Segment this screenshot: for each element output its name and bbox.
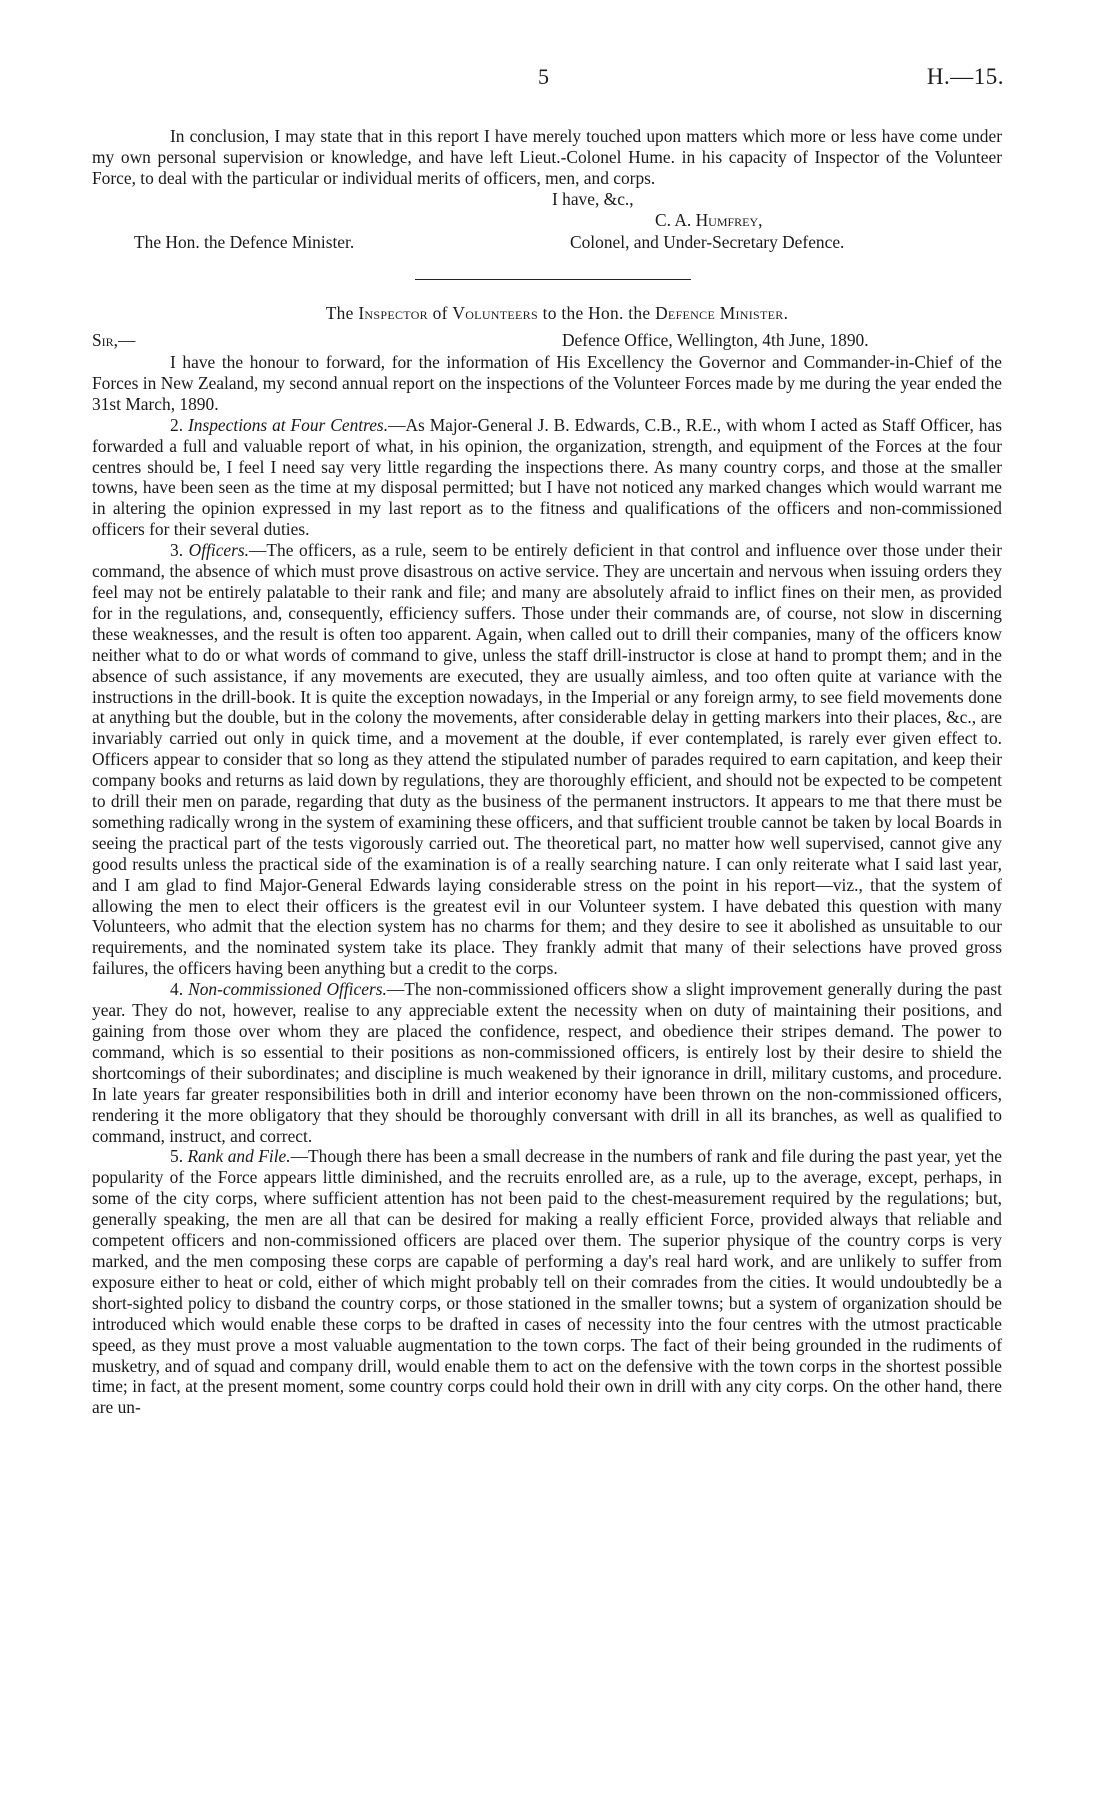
section-inspections: 2. Inspections at Four Centres.—As Major-General J. B. Edwards, C.B., R.E., with whom I acted as Staff Officer, has forwarded a full and valuable report of what, in his opinion, the organization, strength, and equipment of the Forces at the four centres should be, I feel I need say very little regarding the inspections there. As many country corps, and those at the smaller towns, have been seen as the time at my disposal permitted; but I have not noticed any marked changes which would warrant me in altering the opinion expressed in my last report as to the fitness and qualifications of the officers and non-commissioned officers for their several duties. [92,414,1002,540]
signature-name-row [92,210,1002,231]
letter-heading: The Inspector of Volunteers to the Hon. the Defence Minister. [325,303,789,323]
section-title: Rank and File. [187,1146,291,1167]
salutation: Sir,— [92,330,136,350]
letter-body [92,352,1002,1418]
section-title: Officers. [188,540,250,561]
section-officers: 3. Officers.—The officers, as a rule, seem to be entirely deficient in that control and influence over those under their command, the absence of which must prove disastrous on active service. They are uncertain and nervous when issuing orders they feel may not be entirely palatable to their rank and file; and many are absolutely afraid to inflict fines on their men, as provided for in the regulations, and, consequently, efficiency suffers. Those under their commands are, of course, not slow in discerning these weaknesses, and the result is often too apparent. Again, when called out to drill their companies, many of the officers know neither what to do or what words of command to give, unless the staff drill-instructor is close at hand to prompt them; and in the absence of such assistance, if any movements are executed, they are usually aimless, and too often quite at variance with the instructions in the drill-book. It is quite the exception nowadays, in the Imperial or any foreign army, to see field movements done at anything but the double, but in the colony the movements, after considerable delay in getting markers into their places, &c., are invariably carried out only in quick time, and a movement at the double, if ever contemplated, is rarely ever given effect to. Officers appear to consider that so long as they attend the stipulated number of parades required to earn capitation, and keep their company books and returns as laid down by regulations, they are thoroughly efficient, and should not be expected to be competent to drill their men on parade, regarding that duty as the business of the permanent instructors. It appears to me that there must be something radically wrong in the system of examining these officers, and that sufficient trouble cannot be taken by local Boards in seeing the practical part of the tests vigorously carried out. The theoretical part, no matter how well supervised, cannot give any good results unless the practical side of the examination is of a really searching nature. I can only reiterate what I said last year, and I am glad to find Major-General Edwards laying considerable stress on the point in his report—viz., that the system of allowing the men to elect their officers is the greatest evil in our Volunteer system. I have debated this question with many Volunteers, who admit that the election system has no charms for them; and they desire to see it abolished as unsuitable to our requirements, and the nominated system take its place. They frankly admit that many of their selections have proved gross failures, the officers having been anything but a credit to the corps. [92,540,1002,979]
section-title: Inspections at Four Centres. [187,414,389,435]
signature-closing-row [92,189,1002,210]
intro-paragraph: In conclusion, I may state that in this report I have merely touched upon matters which more or less have come under my own personal supervision or knowledge, and have left Lieut.-Colonel Hume. in his capacity of Inspector of the Volunteer Force, to deal with the particular or individual merits of officers, men, and corps. [92,126,1002,188]
letter-address: Defence Office, Wellington, 4th June, 1890. [562,330,869,350]
section-nco: 4. Non-commissioned Officers.—The non-commissioned officers show a slight improvement generally during the past year. They do not, however, realise to any appreciable extent the necessity when on duty of maintaining their positions, and gaining from those over whom they are placed the confidence, respect, and obedience their stripes demand. The power to command, which is so essential to their positions as non-commissioned officers, is entirely lost by their desire to shield the shortcomings of their subordinates; and discipline is much weakened by their ignorance in drill, military customs, and procedure. In late years far greater responsibilities both in drill and interior economy have been thrown on the non-commissioned officers, rendering it the more obligatory that they should be thoroughly conversant with drill in all its branches, as well as qualified to command, instruct, and correct. [92,979,1002,1146]
signature-name: C. A. Humfrey, [655,210,763,230]
intro-paragraph-block [92,126,1002,189]
opening-paragraph: I have the honour to forward, for the information of His Excellency the Governor and Commander-in-Chief of the Forces in New Zealand, my second annual report on the inspections of the Volunteer Forces made by me during the year ended the 31st March, 1890. [92,352,1002,414]
section-title: Non-commissioned Officers. [188,979,387,1000]
page-header [0,64,1114,104]
signature-addressee: The Hon. the Defence Minister. [134,232,355,252]
signature-title: Colonel, and Under-Secretary Defence. [570,232,845,252]
salutation-row [92,330,1002,351]
page-number: 5 [538,64,549,89]
section-divider [415,279,691,280]
document-reference: H.—15. [926,64,1004,89]
section-rank-and-file: 5. Rank and File.—Though there has been a small decrease in the numbers of rank and file during the past year, yet the popularity of the Force appears little diminished, and the recruits enrolled are, as a rule, up to the average, except, perhaps, in some of the city corps, where sufficient attention has not been paid to the chest-measurement required by the regulations; but, generally speaking, the men are all that can be desired for making a really efficient Force, provided always that reliable and competent officers and non-commissioned officers are placed over them. The superior physique of the country corps is very marked, and the men composing these corps are capable of performing a day's real hard work, and are unlikely to suffer from exposure either to heat or cold, either of which might probably tell on their comrades from the cities. It would undoubtedly be a short-sighted policy to disband the country corps, or those stationed in the smaller towns; but a system of organization should be introduced which would enable these corps to be drafted in cases of necessity into the four centres with the utmost practicable speed, as they must prove a most valuable augmentation to the town corps. The fact of their being grounded in the rudiments of musketry, and of squad and company drill, would enable them to act on the defensive with the town corps in the shortest possible time; in fact, at the present moment, some country corps could hold their own in drill with any city corps. On the other hand, there are un- [92,1146,1002,1418]
signature-title-row [92,232,1002,253]
signature-closing: I have, &c., [552,189,634,209]
